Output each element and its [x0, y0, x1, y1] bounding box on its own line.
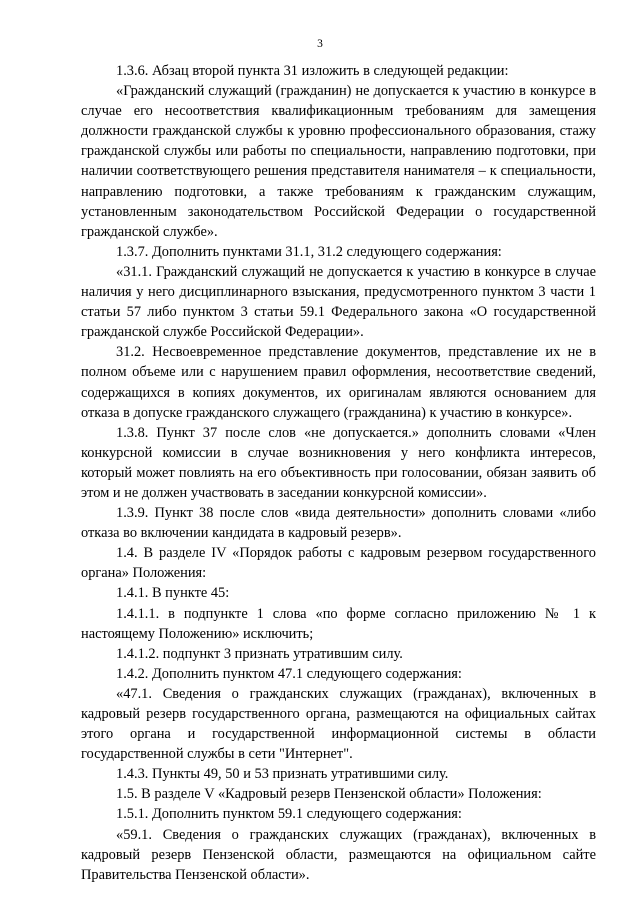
- paragraph-1-4-1-2: 1.4.1.2. подпункт 3 признать утратившим силу.: [116, 645, 403, 662]
- paragraph-1-4-3: 1.4.3. Пункты 49, 50 и 53 признать утратившими силу.: [116, 766, 449, 783]
- paragraph-1-4-2: 1.4.2. Дополнить пунктом 47.1 следующего содержания:: [116, 665, 462, 682]
- page-number: 3: [317, 38, 323, 50]
- paragraph-1-3-7: 1.3.7. Дополнить пунктами 31.1, 31.2 следующего содержания:: [116, 243, 502, 260]
- paragraph-1-4-1-1: 1.4.1.1. в подпункте 1 слова «по форме согласно приложению № 1 к настоящему Положению» исключить;: [81, 605, 596, 642]
- paragraph-31-1: «31.1. Гражданский служащий не допускается к участию в конкурсе в случае наличия у него дисциплинарного взыскания, предусмотренного пунктом 3 части 1 статьи 57 либо пунктом 3 статьи 59.1 Федерального закона «О государственной гражданской службе Российской Федерации».: [81, 263, 596, 341]
- paragraph-1-4-1: 1.4.1. В пункте 45:: [116, 585, 230, 602]
- document-body: [81, 61, 596, 885]
- paragraph-47-1: «47.1. Сведения о гражданских служащих (гражданах), включенных в кадровый резерв государственного органа, размещаются на официальных сайтах этого органа и государственной информационной системы в области государственной службы в сети "Интернет".: [81, 685, 596, 763]
- paragraph-1-5-1: 1.5.1. Дополнить пунктом 59.1 следующего содержания:: [116, 806, 462, 823]
- paragraph-1-4: 1.4. В разделе IV «Порядок работы с кадровым резервом государственного органа» Положения:: [81, 545, 596, 582]
- paragraph-1-3-9: 1.3.9. Пункт 38 после слов «вида деятельности» дополнить словами «либо отказа во включении кандидата в кадровый резерв».: [81, 505, 596, 542]
- paragraph-59-1: «59.1. Сведения о гражданских служащих (гражданах), включенных в кадровый резерв Пензенской области, размещаются на официальном сайте Правительства Пензенской области».: [81, 826, 596, 883]
- paragraph-1-3-6: 1.3.6. Абзац второй пункта 31 изложить в следующей редакции:: [116, 63, 509, 79]
- paragraph-31-quote: «Гражданский служащий (гражданин) не допускается к участию в конкурсе в случае его несоответствия квалификационным требованиям для замещения должности гражданской службы к уровню профессионального образования, стажу гражданской службы или работы по специальности, направлению подготовки, при наличии соответствующего решения представителя нанимателя – к специальности, направлению подготовки, а также требованиям к гражданским служащим, установленным законодательством Российской Федерации о государственной гражданской службе».: [81, 83, 596, 240]
- paragraph-31-2: 31.2. Несвоевременное представление документов, представление их не в полном объеме или с нарушением правил оформления, несоответствие сведений, содержащихся в копиях документов, их оригиналам являются основанием для отказа в допуске гражданского служащего (гражданина) к участию в конкурсе».: [81, 344, 596, 421]
- paragraph-1-3-8: 1.3.8. Пункт 37 после слов «не допускается.» дополнить словами «Член конкурсной комиссии в случае возникновения у него конфликта интересов, который может повлиять на его объективность при голосовании, обязан заявить об этом и не должен участвовать в заседании конкурсной комиссии».: [81, 424, 596, 501]
- paragraph-1-5: 1.5. В разделе V «Кадровый резерв Пензенской области» Положения:: [116, 786, 542, 803]
